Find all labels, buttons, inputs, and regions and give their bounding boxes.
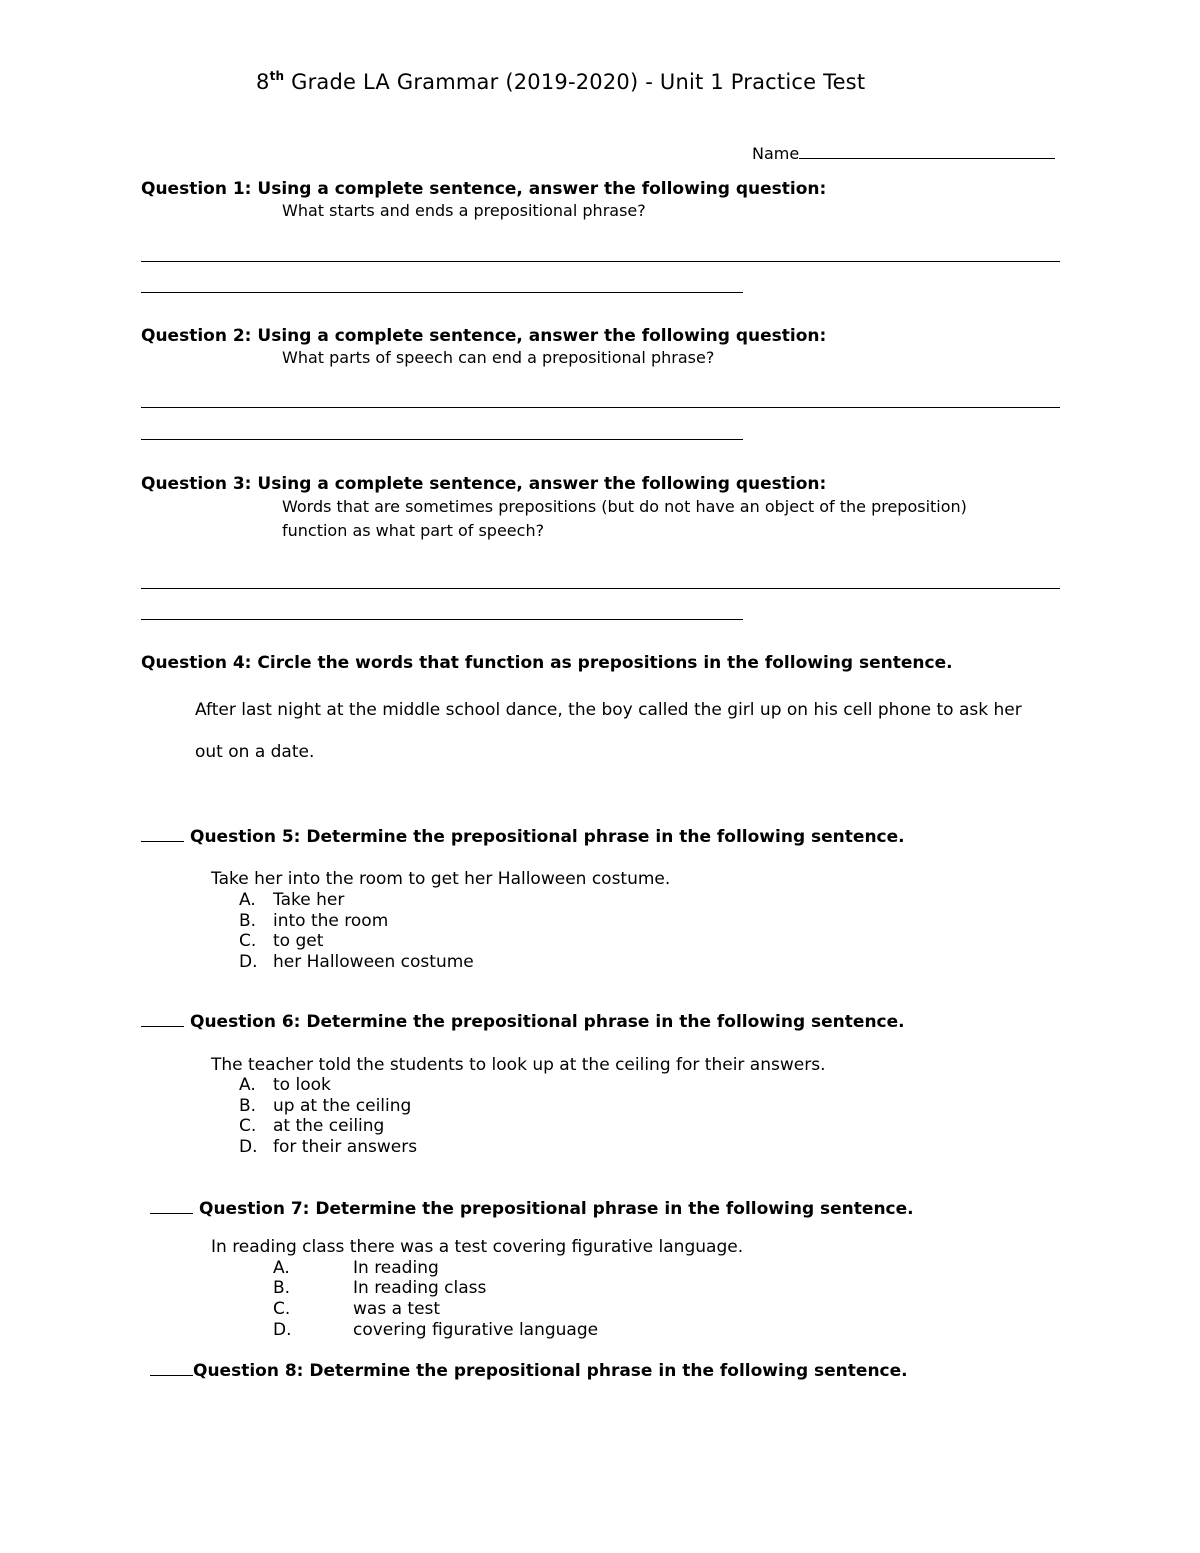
question-6-sentence: The teacher told the students to look up at the ceiling for their answers. (211, 1055, 826, 1075)
choice-text: at the ceiling (273, 1116, 385, 1136)
choice-letter: A. (239, 890, 256, 910)
choice-text: to look (273, 1075, 331, 1095)
choice-text: In reading (353, 1258, 439, 1278)
choice-letter: B. (239, 911, 257, 931)
question-5-label (141, 827, 905, 847)
question-6-choice-c[interactable] (239, 1116, 384, 1136)
choice-letter: D. (273, 1320, 292, 1340)
name-field[interactable] (752, 142, 1055, 163)
question-1-answer-line-2[interactable] (141, 292, 743, 293)
question-8-label (150, 1361, 908, 1381)
question-5-choice-c[interactable] (239, 931, 323, 951)
question-2-prompt: What parts of speech can end a prepositional phrase? (282, 348, 715, 367)
question-2-answer-line-1[interactable] (141, 407, 1060, 408)
choice-text: covering figurative language (353, 1320, 599, 1340)
choice-letter: D. (239, 952, 258, 972)
question-2-label: Question 2: Using a complete sentence, answer the following question: (141, 326, 827, 346)
question-1-prompt: What starts and ends a prepositional phrase? (282, 201, 646, 220)
choice-text: into the room (273, 911, 389, 931)
question-3-prompt-line-2: function as what part of speech? (282, 521, 545, 540)
question-2-answer-line-2[interactable] (141, 439, 743, 440)
choice-text: Take her (273, 890, 345, 910)
question-7-sentence: In reading class there was a test covering figurative language. (211, 1237, 744, 1257)
choice-letter: B. (273, 1278, 291, 1298)
question-1-label: Question 1: Using a complete sentence, answer the following question: (141, 179, 827, 199)
question-3-prompt-line-1: Words that are sometimes prepositions (but do not have an object of the preposition) (282, 497, 967, 516)
name-label: Name (752, 144, 800, 163)
question-3-label: Question 3: Using a complete sentence, answer the following question: (141, 474, 827, 494)
choice-letter: C. (239, 931, 257, 951)
choice-text: In reading class (353, 1278, 487, 1298)
question-6-choice-a[interactable] (239, 1075, 331, 1095)
question-4-sentence-line-2[interactable]: out on a date. (195, 742, 315, 762)
question-7-answer-blank[interactable] (150, 1199, 193, 1214)
question-5-label-text: Question 5: Determine the prepositional phrase in the following sentence. (190, 827, 905, 847)
question-3-answer-line-1[interactable] (141, 588, 1060, 589)
question-5-sentence: Take her into the room to get her Halloween costume. (211, 869, 671, 889)
page-title (256, 70, 865, 94)
question-5-choice-d[interactable] (239, 952, 474, 972)
title-text: Grade LA Grammar (2019-2020) - Unit 1 Practice Test (284, 70, 866, 94)
question-8-answer-blank[interactable] (150, 1361, 193, 1376)
choice-text: to get (273, 931, 324, 951)
choice-letter: B. (239, 1096, 257, 1116)
question-4-sentence-line-1[interactable]: After last night at the middle school dance, the boy called the girl up on his cell phone to ask her (195, 700, 1022, 720)
question-5-answer-blank[interactable] (141, 827, 184, 842)
question-7-choice-b[interactable] (273, 1278, 486, 1298)
question-6-choice-b[interactable] (239, 1096, 411, 1116)
question-7-choice-a[interactable] (273, 1258, 439, 1278)
question-6-answer-blank[interactable] (141, 1012, 184, 1027)
question-8-label-text: Question 8: Determine the prepositional phrase in the following sentence. (193, 1361, 908, 1381)
choice-letter: C. (273, 1299, 291, 1319)
question-7-choice-d[interactable] (273, 1320, 598, 1340)
name-blank-line[interactable] (799, 142, 1055, 159)
choice-letter: A. (273, 1258, 290, 1278)
question-3-answer-line-2[interactable] (141, 619, 743, 620)
question-6-label (141, 1012, 905, 1032)
choice-text: was a test (353, 1299, 441, 1319)
choice-text: up at the ceiling (273, 1096, 412, 1116)
choice-letter: D. (239, 1137, 258, 1157)
choice-text: for their answers (273, 1137, 418, 1157)
question-5-choice-b[interactable] (239, 911, 388, 931)
title-prefix: 8 (256, 70, 270, 94)
question-6-label-text: Question 6: Determine the prepositional phrase in the following sentence. (190, 1012, 905, 1032)
question-7-choice-c[interactable] (273, 1299, 440, 1319)
choice-text: her Halloween costume (273, 952, 474, 972)
choice-letter: A. (239, 1075, 256, 1095)
question-1-answer-line-1[interactable] (141, 261, 1060, 262)
title-superscript: th (269, 69, 285, 83)
question-4-label: Question 4: Circle the words that function as prepositions in the following sentence. (141, 653, 953, 673)
question-7-label (150, 1199, 914, 1219)
question-6-choice-d[interactable] (239, 1137, 417, 1157)
question-5-choice-a[interactable] (239, 890, 344, 910)
choice-letter: C. (239, 1116, 257, 1136)
question-7-label-text: Question 7: Determine the prepositional phrase in the following sentence. (199, 1199, 914, 1219)
